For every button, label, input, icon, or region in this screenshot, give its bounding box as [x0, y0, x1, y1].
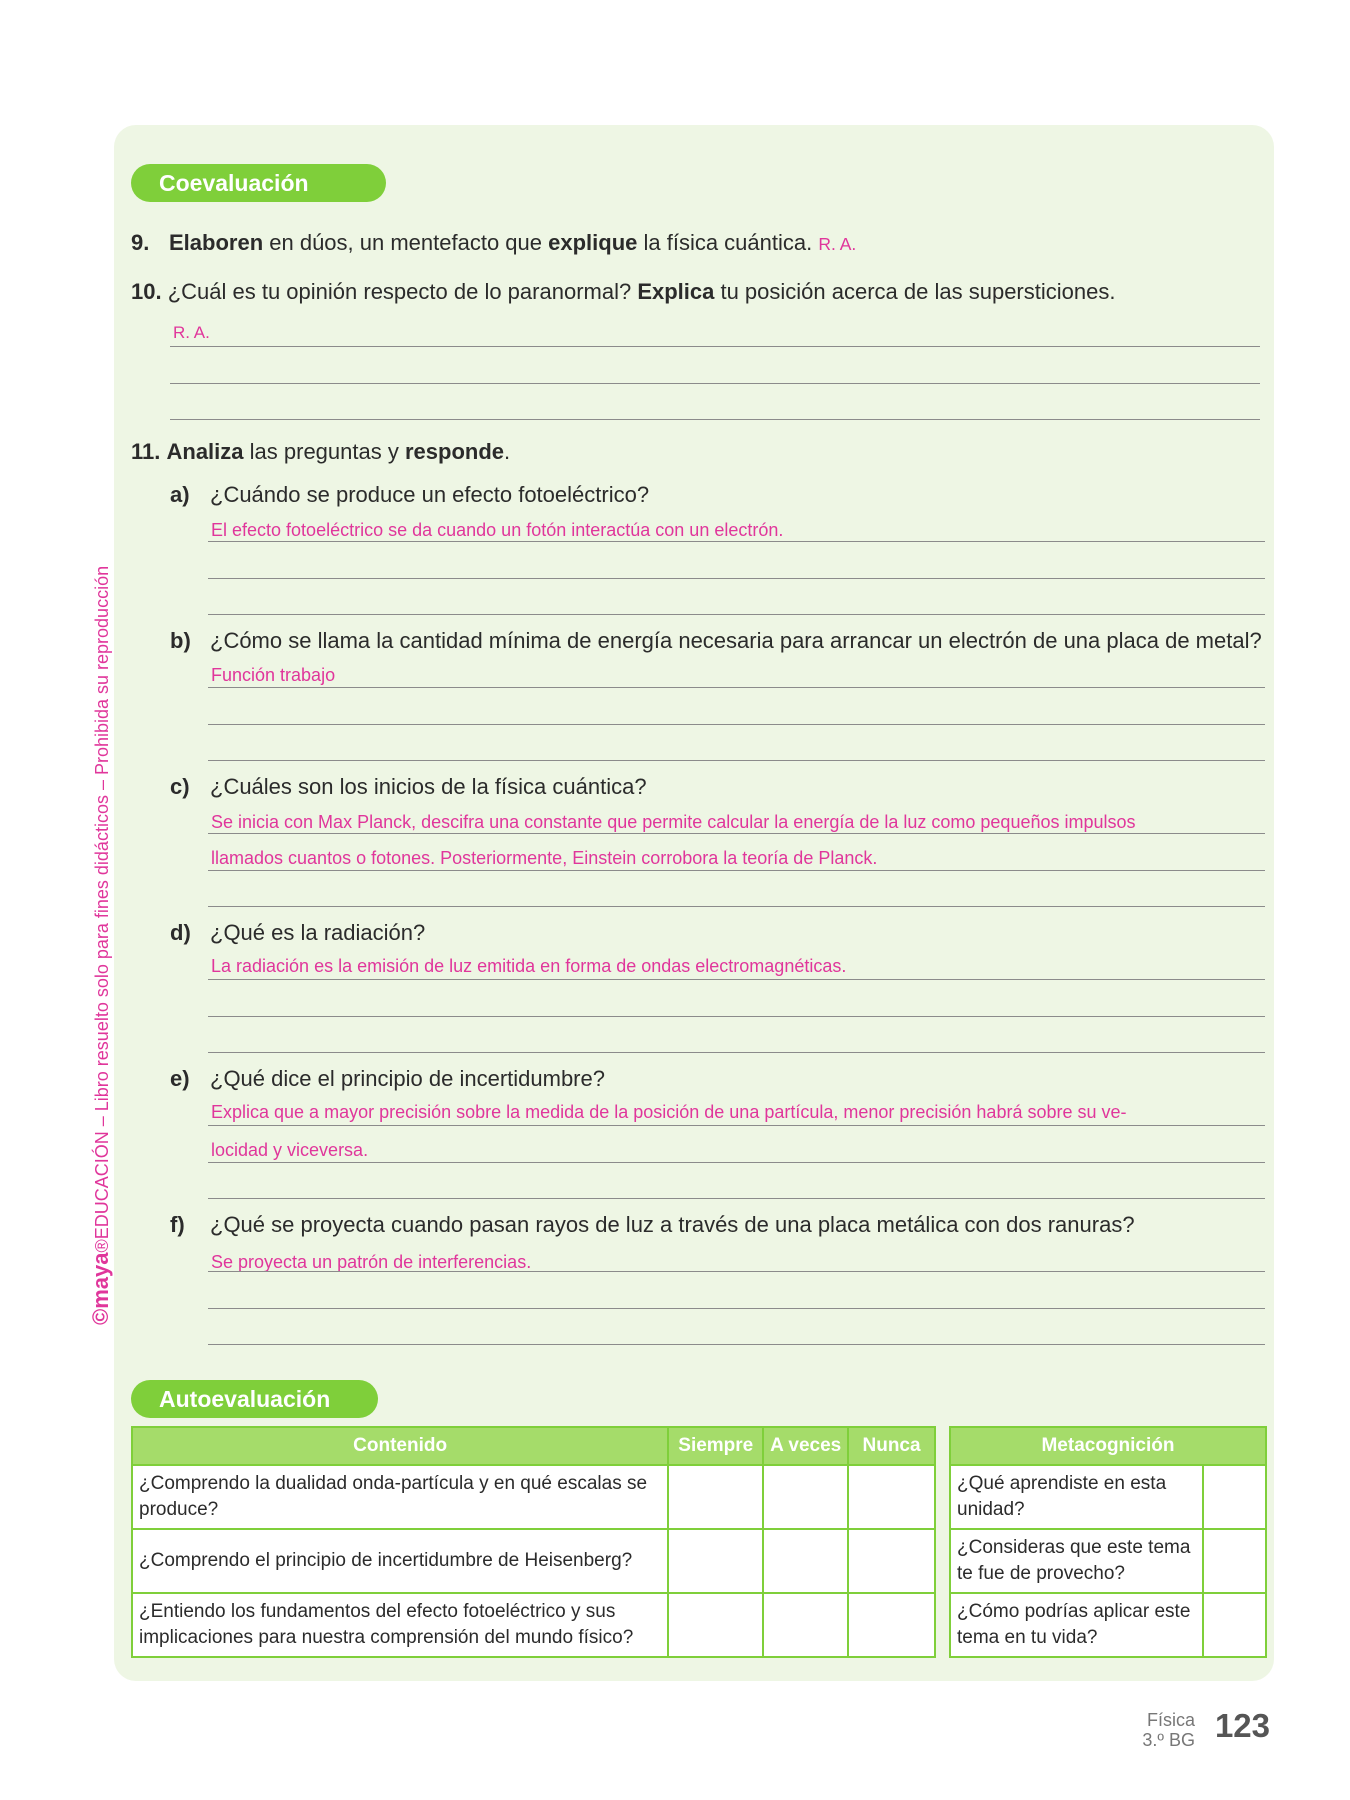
meta-question: ¿Consideras que este tema te fue de provecho? [950, 1529, 1203, 1593]
check-cell-nunca[interactable] [848, 1593, 935, 1657]
row-criterion: ¿Entiendo los fundamentos del efecto fotoeléctrico y sus implicaciones para nuestra comprensión del mundo físico? [132, 1593, 668, 1657]
check-cell-siempre[interactable] [668, 1529, 763, 1593]
subquestion-e: e) ¿Qué dice el principio de incertidumbre? [170, 1066, 605, 1091]
metacognition-table [949, 1426, 1267, 1658]
answer-line [170, 383, 1260, 384]
check-cell-nunca[interactable] [848, 1529, 935, 1593]
row-criterion: ¿Comprendo el principio de incertidumbre de Heisenberg? [132, 1529, 668, 1593]
meta-answer-cell[interactable] [1203, 1593, 1266, 1657]
answer-line [208, 687, 1265, 688]
table-row [132, 1529, 935, 1593]
answer-line [208, 833, 1265, 834]
answer-line [208, 1125, 1265, 1126]
table-row [132, 1593, 935, 1657]
answer-e-line-2: locidad y viceversa. [211, 1140, 369, 1160]
check-cell-a-veces[interactable] [763, 1529, 848, 1593]
footer-subject [1142, 1710, 1195, 1750]
answer-line [208, 1162, 1265, 1163]
subquestion-f: f) ¿Qué se proyecta cuando pasan rayos de luz a través de una placa metálica con dos ranuras? [170, 1212, 1135, 1237]
check-cell-siempre[interactable] [668, 1593, 763, 1657]
answer-line [170, 346, 1260, 347]
answer-f-line-1: Se proyecta un patrón de interferencias. [211, 1252, 532, 1272]
table-row [950, 1465, 1266, 1529]
answer-line [208, 614, 1265, 615]
subquestion-c: c) ¿Cuáles son los inicios de la física cuántica? [170, 774, 647, 799]
self-evaluation-table [131, 1426, 936, 1658]
meta-answer-cell[interactable] [1203, 1465, 1266, 1529]
header-a-veces: A veces [763, 1427, 848, 1465]
answer-line [208, 1271, 1265, 1272]
autoevaluacion-heading: Autoevaluación [131, 1380, 378, 1418]
answer-c-line-1: Se inicia con Max Planck, descifra una constante que permite calcular la energía de la luz como pequeños impulsos [211, 812, 1136, 832]
check-cell-a-veces[interactable] [763, 1465, 848, 1529]
check-cell-siempre[interactable] [668, 1465, 763, 1529]
check-cell-a-veces[interactable] [763, 1593, 848, 1657]
answer-line [208, 578, 1265, 579]
header-contenido: Contenido [132, 1427, 668, 1465]
subquestion-a: a) ¿Cuándo se produce un efecto fotoeléctrico? [170, 482, 650, 507]
meta-question: ¿Cómo podrías aplicar este tema en tu vida? [950, 1593, 1203, 1657]
coevaluacion-heading: Coevaluación [131, 164, 386, 202]
answer-q10: R. A. [173, 323, 210, 342]
table-row [950, 1593, 1266, 1657]
check-cell-nunca[interactable] [848, 1465, 935, 1529]
header-metacognicion: Metacognición [950, 1427, 1266, 1465]
header-nunca: Nunca [848, 1427, 935, 1465]
answer-line [208, 724, 1265, 725]
answer-line [208, 1308, 1265, 1309]
subquestion-b: b) ¿Cómo se llama la cantidad mínima de energía necesaria para arrancar un electrón de una placa de metal? [170, 628, 1262, 653]
answer-a-line-1: El efecto fotoeléctrico se da cuando un fotón interactúa con un electrón. [211, 520, 784, 540]
copyright-vertical-text: ©maya®EDUCACIÓN – Libro resuelto solo para fines didácticos – Prohibida su reproducción [88, 565, 113, 1325]
page-number: 123 [1214, 1707, 1270, 1744]
header-siempre: Siempre [668, 1427, 763, 1465]
brand-logo: ©maya [88, 1252, 113, 1325]
answer-line [170, 419, 1260, 420]
answer-line [208, 760, 1265, 761]
answer-b-line-1: Función trabajo [211, 665, 336, 685]
answer-line [208, 870, 1265, 871]
question-9: 9. Elaboren en dúos, un mentefacto que explique la física cuántica. R. A. [131, 230, 857, 255]
row-criterion: ¿Comprendo la dualidad onda-partícula y en qué escalas se produce? [132, 1465, 668, 1529]
answer-line [208, 1344, 1265, 1345]
answer-d-line-1: La radiación es la emisión de luz emitida en forma de ondas electromagnéticas. [211, 956, 847, 976]
answer-q9: R. A. [818, 234, 857, 254]
answer-e-line-1: Explica que a mayor precisión sobre la medida de la posición de una partícula, menor precisión habrá sobre su ve- [211, 1102, 1127, 1122]
answer-line [208, 1052, 1265, 1053]
meta-answer-cell[interactable] [1203, 1529, 1266, 1593]
question-10: 10. ¿Cuál es tu opinión respecto de lo paranormal? Explica tu posición acerca de las supersticiones. [131, 279, 1116, 304]
subject-name: Física [1146, 1710, 1195, 1730]
table-row [132, 1465, 935, 1529]
answer-line [208, 1016, 1265, 1017]
answer-c-line-2: llamados cuantos o fotones. Posteriormente, Einstein corrobora la teoría de Planck. [211, 848, 878, 868]
answer-line [208, 979, 1265, 980]
answer-line [208, 1198, 1265, 1199]
answer-line [208, 906, 1265, 907]
grade-level: 3.º BG [1142, 1730, 1195, 1750]
table-row [950, 1529, 1266, 1593]
question-11: 11. Analiza las preguntas y responde. [131, 439, 511, 464]
subquestion-d: d) ¿Qué es la radiación? [170, 920, 426, 945]
meta-question: ¿Qué aprendiste en esta unidad? [950, 1465, 1203, 1529]
answer-line [208, 541, 1265, 542]
copyright-notice: EDUCACIÓN – Libro resuelto solo para fines didácticos – Prohibida su reproducción [92, 565, 112, 1240]
